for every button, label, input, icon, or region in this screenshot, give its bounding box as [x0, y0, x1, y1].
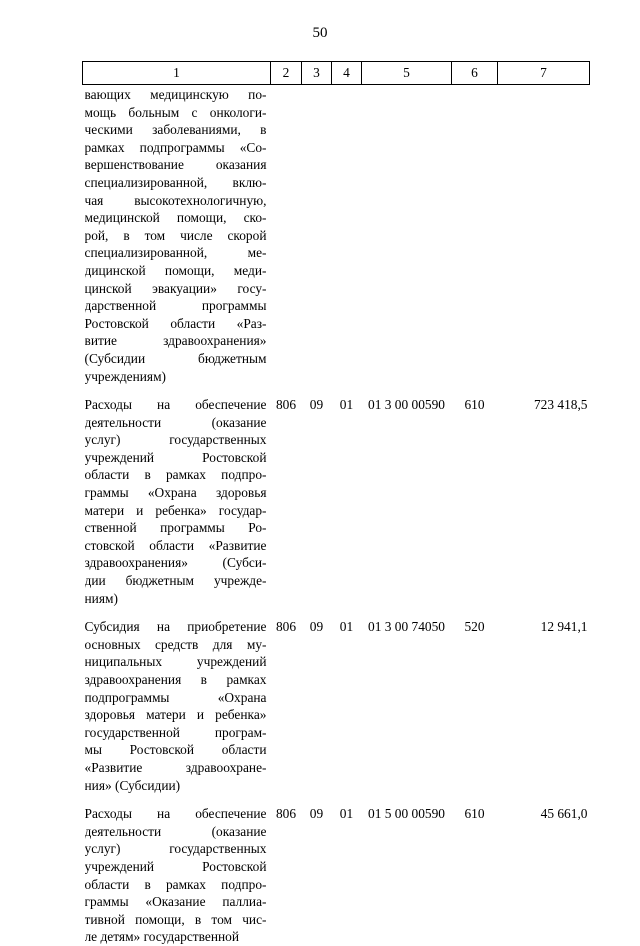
row-description: [83, 794, 271, 946]
description-line: (Субсидии бюджетным: [84, 350, 267, 366]
subsection-code: [332, 85, 362, 386]
table-header: [83, 62, 590, 85]
description-line: витие здравоохранения»: [84, 333, 267, 349]
description-line: «Развитие здравоохране-: [84, 759, 267, 775]
amount-value: [498, 85, 590, 386]
page-number: 50: [312, 25, 328, 41]
target-article-code: [362, 85, 452, 386]
expense-type-code: 610: [464, 806, 485, 822]
column-header-2: 2: [271, 62, 302, 85]
target-article-code: 01 3 00 74050: [368, 619, 445, 635]
section-code: 09: [309, 397, 324, 413]
table-row: [83, 607, 590, 794]
description-line: услуг) государственных: [84, 841, 267, 857]
description-line: ческими заболеваниями, в: [84, 122, 267, 138]
column-header-1: 1: [83, 62, 271, 85]
budget-table: [82, 61, 590, 946]
section-code: 09: [309, 619, 324, 635]
description-line: рой, в том числе скорой: [84, 227, 267, 243]
description-line: здоровья матери и ребенка»: [84, 707, 267, 723]
table-row: [83, 85, 590, 386]
description-line: матери и ребенка» государ-: [84, 502, 267, 518]
description-line: Субсидия на приобретение: [84, 619, 267, 635]
column-header-5: 5: [362, 62, 452, 85]
target-article-code: 01 5 00 00590: [368, 806, 445, 822]
amount-value: 45 661,0: [540, 806, 588, 822]
description-line: граммы «Оказание паллиа-: [84, 894, 267, 910]
subsection-code: 01: [339, 806, 354, 822]
expense-type-code: [452, 85, 498, 386]
row-description: [83, 385, 271, 607]
description-line: тивной помощи, в том чис-: [84, 911, 267, 927]
subsection-code: 01: [339, 619, 354, 635]
section-code: 09: [309, 806, 324, 822]
description-line: дии бюджетным учрежде-: [84, 573, 267, 589]
description-line: стовской области «Развитие: [84, 537, 267, 553]
table-body: [83, 85, 590, 946]
description-line: мы Ростовской области: [84, 742, 267, 758]
subsection-code: 01: [339, 397, 354, 413]
description-line: специализированной, вклю-: [84, 174, 267, 190]
description-line: вающих медицинскую по-: [84, 87, 267, 102]
description-line: ле детям» государственной: [84, 929, 240, 945]
description-line: учреждений Ростовской: [84, 449, 267, 465]
ministry-code: 806: [275, 806, 297, 822]
description-line: услуг) государственных: [84, 432, 267, 448]
ministry-code: [271, 85, 302, 386]
row-description: [83, 607, 271, 794]
amount-value: 723 418,5: [533, 397, 588, 413]
description-line: Расходы на обеспечение: [84, 397, 267, 413]
target-article-code: 01 3 00 00590: [368, 397, 445, 413]
description-line: области в рамках подпро-: [84, 876, 267, 892]
expense-type-code: 520: [464, 619, 485, 635]
description-line: ниципальных учреждений: [84, 654, 267, 670]
description-line: мощь больным с онкологи-: [84, 104, 267, 120]
table-row: [83, 385, 590, 607]
column-header-3: 3: [302, 62, 332, 85]
description-line: здравоохранения в рамках: [84, 672, 267, 687]
description-line: ниям): [84, 590, 118, 606]
ministry-code: 806: [275, 397, 297, 413]
description-line: дарственной программы: [84, 298, 267, 314]
description-line: Расходы на обеспечение: [84, 806, 267, 822]
description-line: граммы «Охрана здоровья: [84, 485, 267, 501]
description-line: учреждений Ростовской: [84, 858, 267, 874]
description-line: чая высокотехнологичную,: [84, 192, 267, 208]
column-header-7: 7: [498, 62, 590, 85]
description-line: государственной програм-: [84, 724, 267, 740]
description-line: вершенствование оказания: [84, 157, 267, 173]
row-description: [83, 85, 271, 386]
description-line: медицинской помощи, ско-: [84, 210, 267, 226]
table-row: [83, 794, 590, 946]
description-line: деятельности (оказание: [84, 823, 267, 839]
description-line: ственной программы Ро-: [84, 520, 267, 536]
description-line: рамках подпрограммы «Со-: [84, 139, 267, 155]
description-line: Ростовской области «Раз-: [84, 315, 267, 331]
column-header-6: 6: [452, 62, 498, 85]
description-line: цинской эвакуации» госу-: [84, 280, 267, 296]
description-line: специализированной, ме-: [84, 245, 267, 261]
column-header-4: 4: [332, 62, 362, 85]
expense-type-code: 610: [464, 397, 485, 413]
description-line: деятельности (оказание: [84, 414, 267, 430]
section-code: [302, 85, 332, 386]
description-line: здравоохранения» (Субси-: [84, 555, 267, 571]
description-line: дицинской помощи, меди-: [84, 262, 267, 278]
description-line: основных средств для му-: [84, 636, 267, 652]
description-line: учреждениям): [84, 368, 167, 384]
description-line: ния» (Субсидии): [84, 777, 181, 793]
description-line: области в рамках подпро-: [84, 467, 267, 483]
amount-value: 12 941,1: [540, 619, 588, 635]
description-line: подпрограммы «Охрана: [84, 689, 267, 705]
ministry-code: 806: [275, 619, 297, 635]
